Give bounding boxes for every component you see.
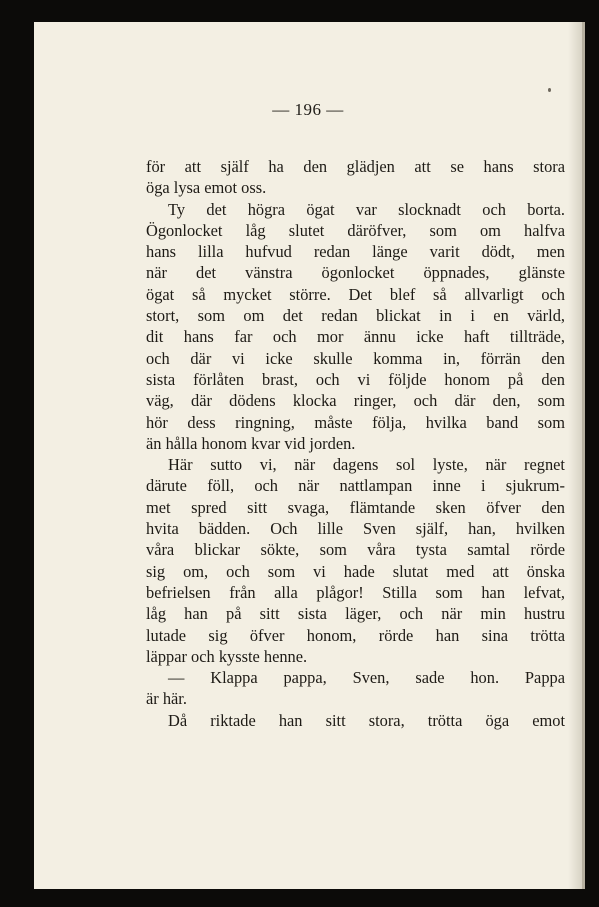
text-line: väg, där dödens klocka ringer, och där den, som — [146, 391, 565, 411]
text-line: för att själf ha den glädjen att se hans stora — [146, 157, 565, 176]
text-line: när det vänstra ögonlocket öppnades, glänste — [146, 263, 565, 283]
body-text — [146, 156, 565, 731]
text-line: än hålla honom kvar vid jorden. — [146, 433, 356, 453]
text-line: stort, som om det redan blickat in i en värld, — [146, 306, 565, 326]
paper-speck — [548, 88, 551, 92]
text-line: ögat så mycket större. Det blef så allvarligt och — [146, 284, 565, 304]
text-line: hans lilla hufvud redan länge varit dödt, men — [146, 242, 565, 262]
text-line: Här sutto vi, när dagens sol lyste, när regnet — [168, 455, 565, 475]
text-line: Ögonlocket låg slutet däröfver, som om halfva — [146, 220, 565, 240]
text-line: — Klappa pappa, Sven, sade hon. Pappa — [168, 668, 565, 688]
page-edge-shadow — [568, 22, 582, 889]
text-line: hör dess ringning, måste följa, hvilka band som — [146, 412, 565, 432]
page-number: — 196 — — [272, 100, 344, 119]
text-line: Då riktade han sitt stora, trötta öga emot — [168, 710, 565, 730]
text-line: dit hans far och mor ännu icke haft tillträde, — [146, 327, 565, 347]
text-line: lutade sig öfver honom, rörde han sina trötta — [146, 625, 565, 645]
text-line: sig om, och som vi hade slutat med att önska — [146, 561, 565, 581]
text-line: låg han på sitt sista läger, och när min hustru — [146, 604, 565, 624]
text-line: därute föll, och när nattlampan inne i sjukrum- — [146, 476, 565, 496]
text-line: våra blickar sökte, som våra tysta samtal rörde — [146, 540, 565, 560]
text-line: hvita bädden. Och lille Sven själf, han, hvilken — [146, 519, 565, 539]
text-line: sista förlåten brast, och vi följde honom på den — [146, 369, 565, 389]
text-line: är här. — [146, 689, 187, 709]
text-line: och där vi icke skulle komma in, förrän den — [146, 348, 565, 368]
text-line: Ty det högra ögat var slocknadt och borta. — [168, 199, 565, 219]
text-line: öga lysa emot oss. — [146, 178, 267, 198]
text-line: läppar och kysste henne. — [146, 646, 308, 666]
text-line: met spred sitt svaga, flämtande sken öfver den — [146, 497, 565, 517]
text-line: befrielsen från alla plågor! Stilla som han lefvat, — [146, 582, 565, 602]
book-page — [34, 22, 585, 889]
